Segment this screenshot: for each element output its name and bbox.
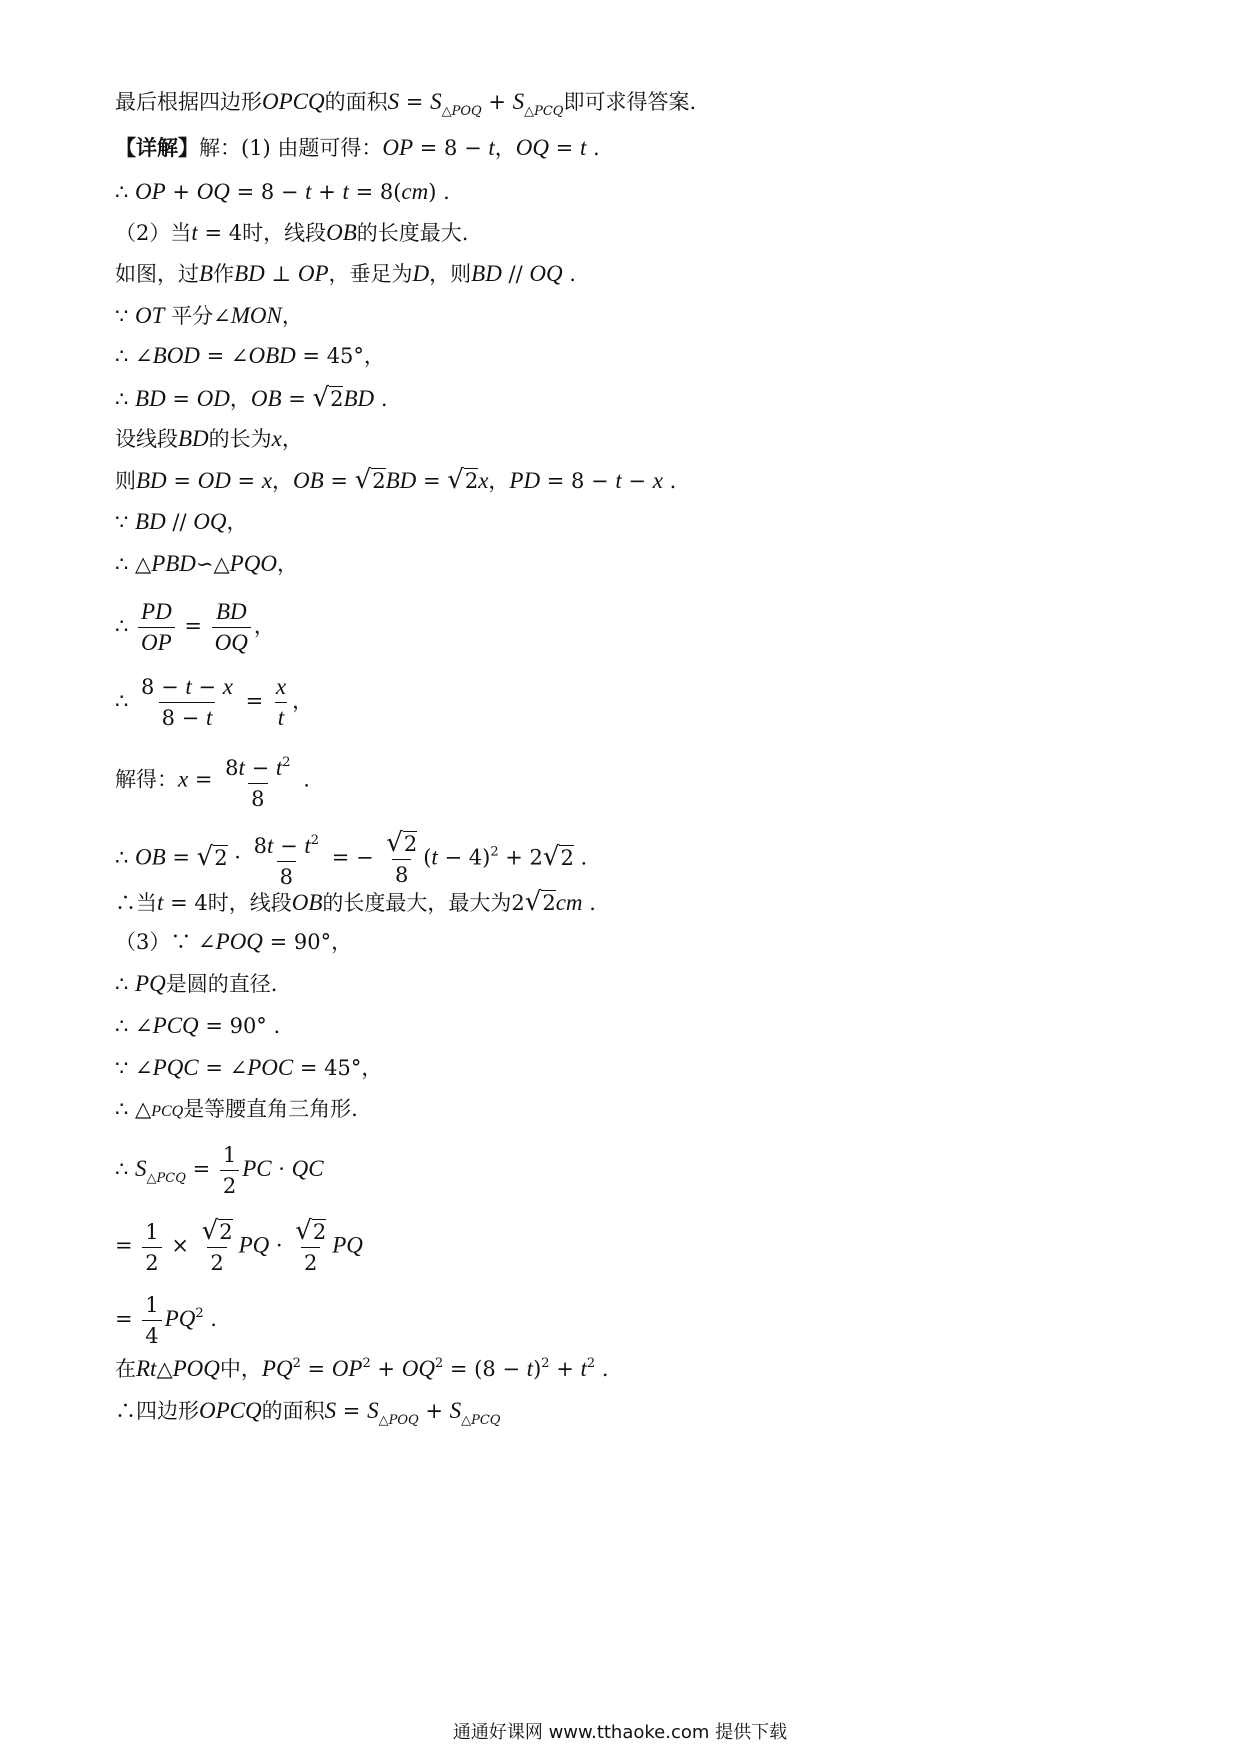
line-14: ∴ $\frac{8 - t - x}{8 - t}$ = $\frac{x}{t}$ ， xyxy=(115,672,313,733)
line-16: ∴ OB = √2 · $\frac{8t - t^2}{8}$ = − $\frac{√2}{8}$ $(t - 4)^2 + 2√2$ . xyxy=(115,826,587,892)
line-9: 设线段BD的长为x， xyxy=(115,426,303,451)
line-2: 【详解】解：(1) 由题可得：OP = 8 − t，OQ = t . xyxy=(115,135,600,160)
line-4: （2）当t = 4时，线段OB的长度最大. xyxy=(115,220,469,245)
line-27: ∴四边形OPCQ的面积$S = S_{\triangle POQ} + S_{\triangle PCQ}$ xyxy=(115,1398,501,1428)
line-6: ∵ OT 平分∠MON， xyxy=(115,303,303,328)
line-22: ∴ △PCQ是等腰直角三角形. xyxy=(115,1097,358,1121)
line-25: = $\frac{1}{4}$ $PQ^2$ . xyxy=(115,1290,217,1351)
line-8: ∴ BD = OD，OB = √2BD . xyxy=(115,383,388,413)
line-13: ∴ $\frac{PD}{OP}$ = $\frac{BD}{OQ}$ ， xyxy=(115,597,275,658)
line-5: 如图，过B作BD ⊥ OP，垂足为D，则BD // OQ . xyxy=(115,261,576,286)
line-7: ∴ ∠BOD = ∠OBD = 45°， xyxy=(115,343,385,368)
line-21: ∵ ∠PQC = ∠POC = 45°， xyxy=(115,1055,383,1080)
line-12: ∴ △PBD∽△PQO， xyxy=(115,551,298,576)
line-10: 则BD = OD = x，OB = √2BD = √2x，PD = 8 − t − x . xyxy=(115,465,677,495)
detail-label: 【详解】 xyxy=(115,135,199,160)
line-1: 最后根据四边形OPCQ的面积$S = S_{\triangle POQ} + S_{\triangle PCQ}$即可求得答案. xyxy=(115,89,697,119)
line-20: ∴ ∠PCQ = 90° . xyxy=(115,1013,281,1038)
line-23: ∴ $S_{\triangle PCQ}$ = $\frac{1}{2}$ PC · QC xyxy=(115,1140,324,1201)
line-17: ∴当t = 4时，线段OB的长度最大，最大为2√2cm . xyxy=(115,887,596,917)
line-19: ∴ PQ是圆的直径. xyxy=(115,971,278,996)
line-3: ∴ OP + OQ = 8 − t + t = 8(cm) . xyxy=(115,179,450,204)
line-24: = $\frac{1}{2}$ × $\frac{√2}{2}$ PQ · $\frac{√2}{2}$ PQ xyxy=(115,1216,363,1278)
line-18: （3）∵ ∠POQ = 90°， xyxy=(115,929,353,954)
line-11: ∵ BD // OQ， xyxy=(115,509,248,534)
line-15: 解得：x = $\frac{8t - t^2}{8}$ . xyxy=(115,748,310,814)
line-26: 在Rt△POQ中，$PQ^2 = OP^2 + OQ^2 = (8 - t)^2 + t^2$ . xyxy=(115,1356,609,1381)
footer-source: 通通好课网 www.tthaoke.com 提供下载 xyxy=(452,1722,788,1743)
